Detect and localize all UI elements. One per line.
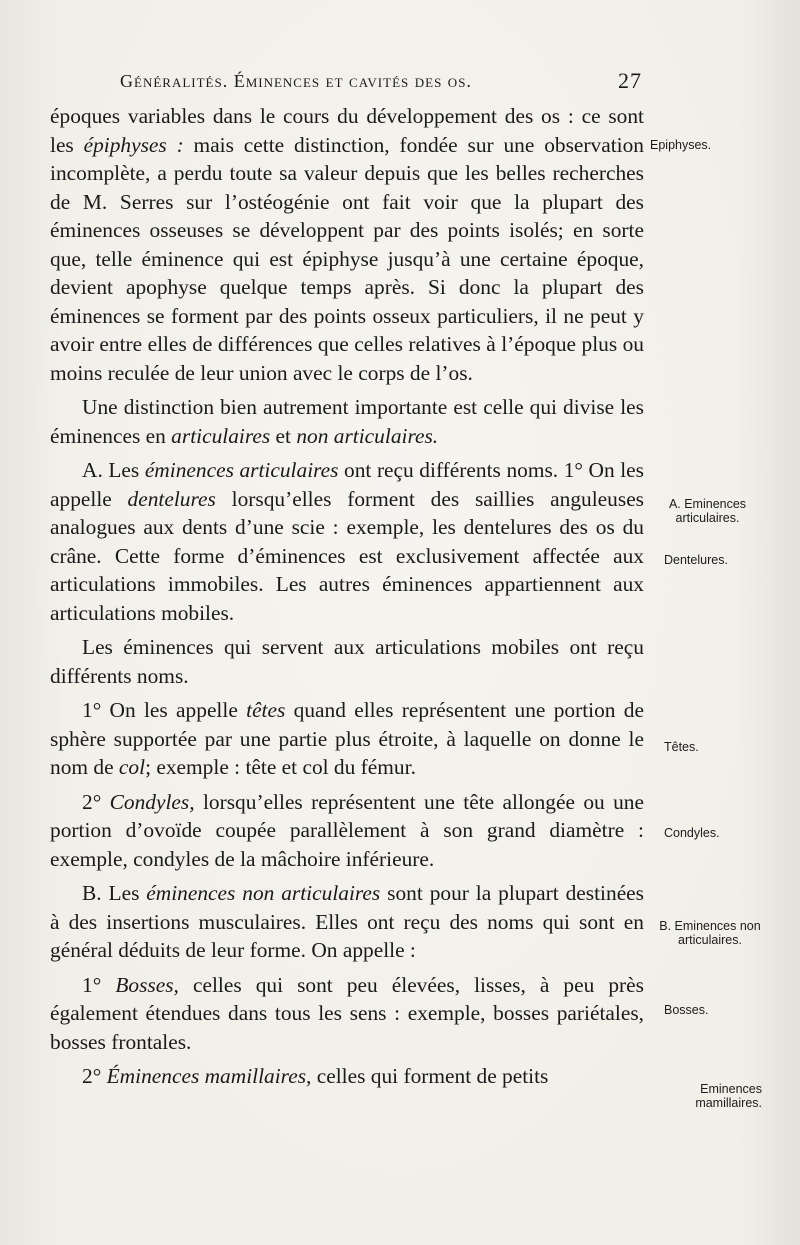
paragraph-3: A. Les éminences articulaires ont reçu différents noms. 1° On les appelle dentelures lorsqu’elles forment des saillies anguleuses analogues aux dents d’une scie : exemple, les dentelures des os du crâne. Cette forme d’éminences est exclusivement affectée aux articulations immobiles. Les autres éminences appartiennent aux articulations mobiles. bbox=[50, 458, 645, 625]
paragraph-6: 2° Condyles, lorsqu’elles représentent une tête allongée ou une portion d’ovoïde coupée parallèlement à son grand diamètre : exemple, condyles de la mâchoire inférieure. bbox=[50, 789, 644, 871]
term-bosses: Bosses, bbox=[115, 972, 179, 997]
paragraph-7: B. Les éminences non articulaires sont pour la plupart destinées à des insertions musculaires. Elles ont reçu des noms qui sont en général déduits de leur forme. On appelle : bbox=[50, 881, 645, 962]
margin-note-epiphyses: Epiphyses. bbox=[650, 138, 712, 152]
term-eminences-mamillaires: Éminences mamillaires, bbox=[106, 1064, 312, 1088]
margin-note-tetes: Têtes. bbox=[664, 740, 699, 754]
margin-note-eminences-mamillaires: Eminences mamillaires. bbox=[695, 1082, 762, 1110]
paragraph-2: Une distinction bien autrement importante est celle qui divise les éminences en articulaires et non articulaires. bbox=[50, 395, 644, 448]
margin-note-eminences-articulaires: A. Eminences articulaires. bbox=[668, 497, 747, 525]
term-non-articulaires: non articulaires. bbox=[296, 423, 439, 448]
paragraph-4: Les éminences qui servent aux articulations mobiles ont reçu différents noms. bbox=[50, 635, 644, 688]
margin-note-condyles: Condyles. bbox=[664, 826, 720, 840]
running-title: Généralités. Éminences et cavités des os. bbox=[120, 71, 472, 91]
page-number: 27 bbox=[618, 68, 642, 93]
term-tetes: têtes bbox=[246, 698, 286, 722]
term-epiphyses: épiphyses : bbox=[83, 132, 184, 157]
term-eminences-articulaires: éminences articulaires bbox=[144, 458, 339, 482]
paragraph-8: 1° Bosses, celles qui sont peu élevées, lisses, à peu près également étendues dans tous les sens : exemple, bosses pariétales, bosses frontales. bbox=[50, 972, 644, 1054]
term-articulaires: articulaires bbox=[171, 423, 271, 448]
paragraph-9: 2° Éminences mamillaires, celles qui forment de petits bbox=[82, 1064, 549, 1088]
paragraph-1: époques variables dans le cours du développement des os : ce sont les épiphyses : mais cette distinction, fondée sur une observation incomplète, a perdu toute sa valeur depuis que les belles recherches de M. Serres sur l’ostéogénie ont fait voir que la plupart des éminences osseuses se développent par des points isolés; en sorte que, telle éminence qui est épiphyse jusqu’à une certaine époque, devient apophyse quelque temps après. Si donc la plupart des éminences se forment par des points osseux particuliers, il ne peut y avoir entre elles de différences que celles relatives à l’époque plus ou moins reculée de leur union avec le corps de l’os. bbox=[50, 104, 644, 385]
margin-note-eminences-non-articulaires: B. Eminences non articulaires. bbox=[659, 919, 761, 947]
term-col: col bbox=[118, 755, 146, 779]
paragraph-5: 1° On les appelle têtes quand elles représentent une portion de sphère supportée par une partie plus étroite, à laquelle on donne le nom de col; exemple : tête et col du fémur. bbox=[50, 698, 644, 779]
body-text bbox=[50, 102, 644, 1091]
page-header bbox=[82, 68, 642, 98]
margin-note-dentelures: Dentelures. bbox=[664, 553, 728, 567]
term-eminences-non-articulaires: éminences non articulaires bbox=[146, 881, 381, 905]
margin-note-bosses: Bosses. bbox=[664, 1003, 709, 1017]
term-dentelures: dentelures bbox=[127, 486, 216, 511]
term-condyles: Condyles, bbox=[109, 789, 195, 814]
